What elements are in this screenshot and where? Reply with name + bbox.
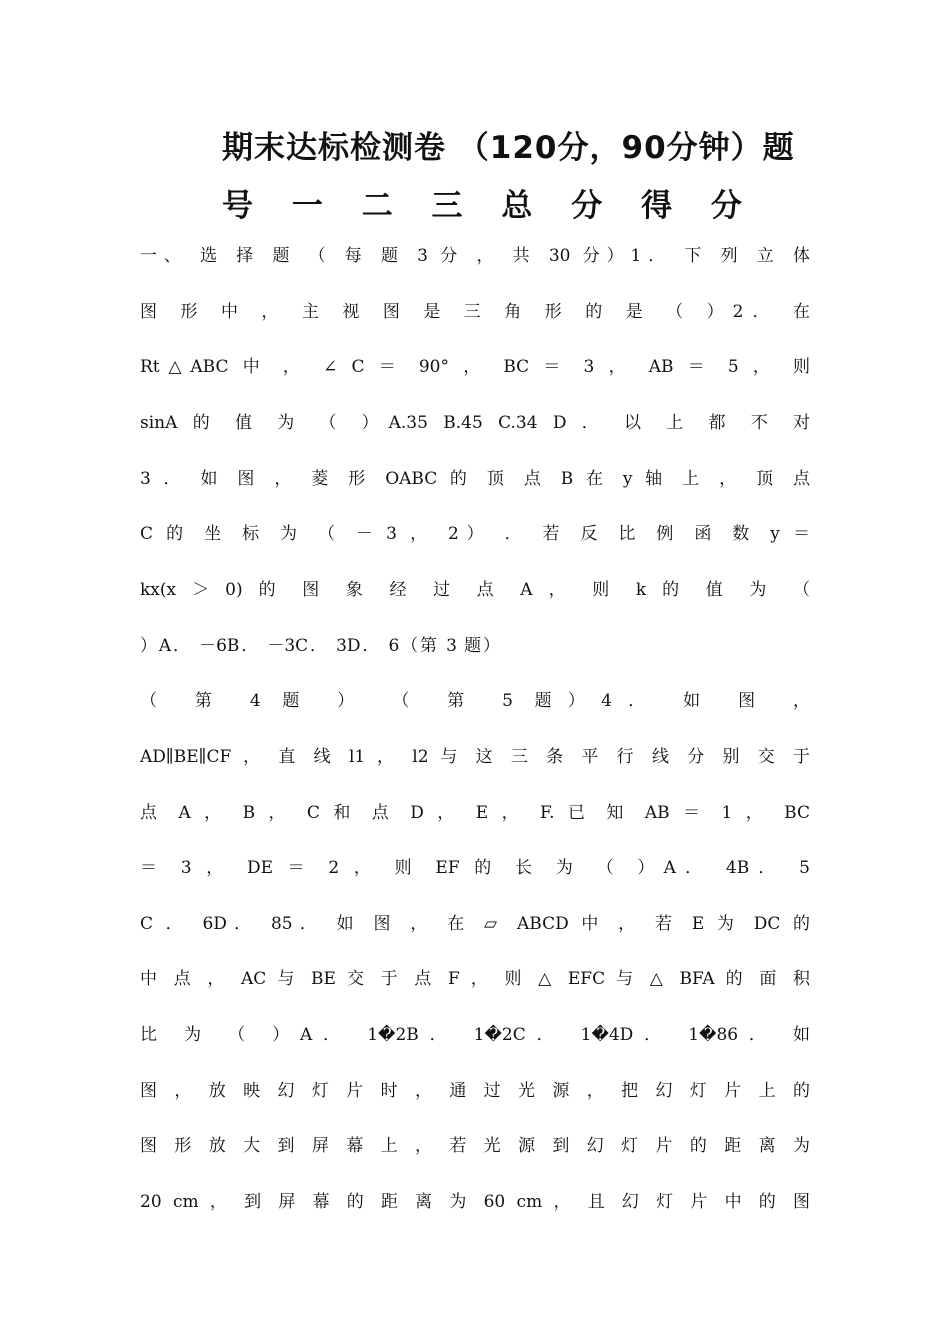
text-line: 3 ． 如 图 ， 菱 形 OABC 的 顶 点 B 在 y 轴 上 ， 顶 点 (140, 469, 810, 489)
text-line: 图 ， 放 映 幻 灯 片 时 ， 通 过 光 源 ， 把 幻 灯 片 上 的 (140, 1081, 810, 1101)
header-cell: 得 (641, 188, 673, 224)
score-table-header (222, 180, 742, 225)
header-cell: 二 (361, 188, 393, 224)
text-line: 图 形 中 ， 主 视 图 是 三 角 形 的 是 （ ）2． 在 (140, 302, 810, 322)
text-line: 中 点 ， AC 与 BE 交 于 点 F ， 则 △ EFC 与 △ BFA 的 面 积 (140, 969, 810, 989)
text-line: 一、 选 择 题 （ 每 题 3 分 ， 共 30 分）1． 下 列 立 体 (140, 246, 810, 266)
text-line: 20 cm ， 到 屏 幕 的 距 离 为 60 cm ， 且 幻 灯 片 中 的 图 (140, 1192, 810, 1212)
header-cell: 一 (291, 188, 323, 224)
text-line: C ． 6D． 85． 如 图 ， 在 ▱ ABCD 中 ， 若 E 为 DC 的 (140, 914, 810, 934)
text-line: ）A． －6B． －3C． 3D． 6（第 3 题） (140, 636, 500, 656)
text-line: ＝ 3 ， DE ＝ 2 ， 则 EF 的 长 为 （ ）A． 4B． 5 (140, 858, 810, 878)
header-cell: 号 (222, 188, 253, 224)
text-line: AD∥BE∥CF ， 直 线 l1 ， l2 与 这 三 条 平 行 线 分 别 交 于 (140, 747, 810, 767)
header-cell: 分 (571, 188, 603, 224)
text-line: sinA 的 值 为 （ ）A.35 B.45 C.34 D ． 以 上 都 不 对 (140, 413, 810, 433)
exam-title: 期末达标检测卷 （120分，90分钟）题 (222, 130, 795, 166)
header-cell: 总 (501, 188, 533, 224)
header-cell: 分 (710, 188, 742, 224)
text-line: 比 为 （ ）A． 1�2B． 1�2C． 1�4D． 1�86． 如 (140, 1025, 810, 1045)
text-line: Rt△ABC 中 ， ∠ C ＝ 90° ， BC ＝ 3 ， AB ＝ 5 ， 则 (140, 357, 810, 377)
text-line: 图 形 放 大 到 屏 幕 上 ， 若 光 源 到 幻 灯 片 的 距 离 为 (140, 1136, 810, 1156)
header-cell: 三 (431, 188, 463, 224)
text-line: C 的 坐 标 为 （ － 3 ， 2） ． 若 反 比 例 函 数 y ＝ (140, 524, 810, 544)
text-line: kx(x ＞ 0) 的 图 象 经 过 点 A ， 则 k 的 值 为 （ (140, 580, 810, 600)
text-line: 点 A ， B ， C 和 点 D ， E ， F. 已 知 AB ＝ 1 ， BC (140, 803, 810, 823)
text-line: （ 第 4 题 ） （ 第 5 题）4． 如 图 ， (140, 691, 810, 711)
